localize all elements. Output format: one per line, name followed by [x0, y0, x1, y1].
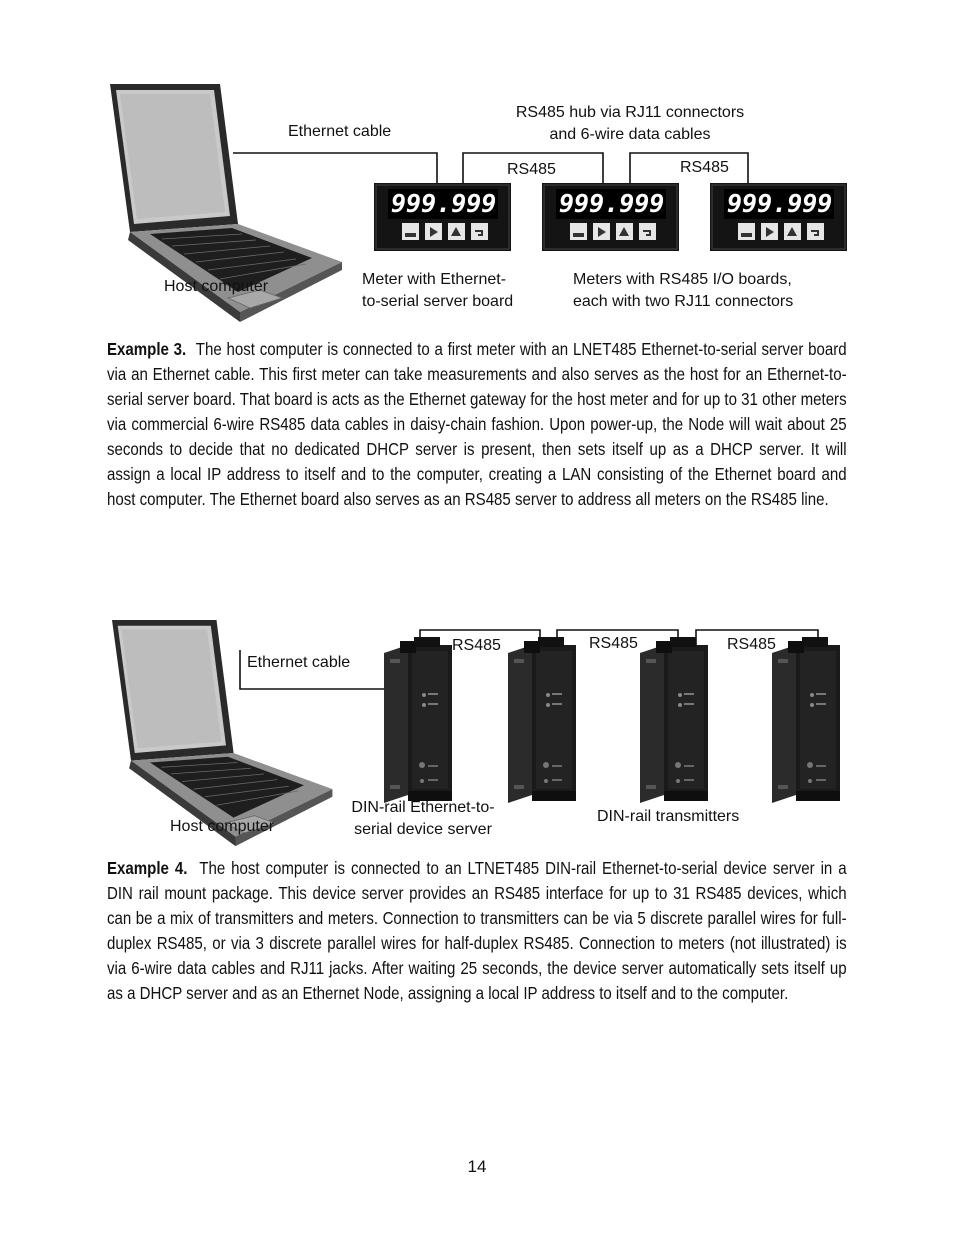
- din-rail-transmitter-2: [640, 637, 708, 803]
- host-computer-label: Host computer: [164, 278, 269, 295]
- meters-rs485-label-line1: Meters with RS485 I/O boards,: [573, 271, 792, 288]
- din-rail-transmitters-label: DIN-rail transmitters: [597, 808, 740, 825]
- example-3-text: The host computer is connected to a first meter with an LNET485 Ethernet-to-serial server board via an Ethernet cable. This first meter can take measurements and also serves as the host for an Ethernet-to-serial server board. That board is acts as the Ethernet gateway for the host meter and for up to 31 other meters via commercial 6-wire RS485 data cables in daisy-chain fashion. Upon power-up, the Node will wait about 25 seconds to decide that no dedicated DHCP server is present, then sets itself up as a DHCP server. It will assign a local IP address to itself and to the computer, creating a LAN consisting of the Ethernet board and host computer. The Ethernet board also serves as an RS485 server to address all meters on the RS485 line.: [107, 339, 847, 509]
- page-number: 14: [467, 1157, 487, 1176]
- example-4-text: The host computer is connected to an LTNET485 DIN-rail Ethernet-to-serial device server in a DIN rail mount package. This device server provides an RS485 interface for up to 31 RS485 devices, which can be a mix of transmitters and meters. Connection to transmitters can be via 5 discrete parallel wires for full-duplex RS485, or via 3 discrete parallel wires for half-duplex RS485. Connection to meters (not illustrated) is via 6-wire data cables and RJ11 jacks. After waiting 25 seconds, the device server automatically sets itself up as a DHCP server and as an Ethernet Node, assigning a local IP address to itself and to the computer.: [107, 858, 847, 1003]
- din-rail-device-server: [384, 637, 452, 803]
- meter-ethernet-label-line1: Meter with Ethernet-: [362, 271, 507, 288]
- din-rail-transmitter-3: [772, 637, 840, 803]
- meter-display: 999.999: [391, 189, 497, 218]
- rs485-label-1: RS485: [452, 637, 501, 654]
- example-4-paragraph: [107, 856, 847, 1006]
- rs485-hub-label-line1: RS485 hub via RJ11 connectors: [515, 104, 745, 121]
- meter-display: 999.999: [727, 189, 833, 218]
- rs485-hub-label-line2: and 6-wire data cables: [549, 126, 711, 143]
- device-server-label-line2: serial device server: [354, 821, 492, 838]
- meters-rs485-label-line2: each with two RJ11 connectors: [573, 293, 794, 310]
- device-server-label-line1: DIN-rail Ethernet-to-: [351, 799, 495, 816]
- ethernet-cable-label: Ethernet cable: [247, 654, 351, 671]
- meter-ethernet-label-line2: to-serial server board: [362, 293, 514, 310]
- din-rail-transmitter-1: [508, 637, 576, 803]
- rs485-label-3: RS485: [727, 636, 776, 653]
- ethernet-cable-label: Ethernet cable: [288, 123, 392, 140]
- rs485-label-1: RS485: [507, 161, 556, 178]
- example-4-heading: Example 4.: [107, 858, 188, 878]
- example-3-heading: Example 3.: [107, 339, 187, 359]
- meter-display: 999.999: [559, 189, 665, 218]
- host-computer-label: Host computer: [170, 818, 275, 835]
- rs485-label-2: RS485: [680, 159, 729, 176]
- rs485-label-2: RS485: [589, 635, 638, 652]
